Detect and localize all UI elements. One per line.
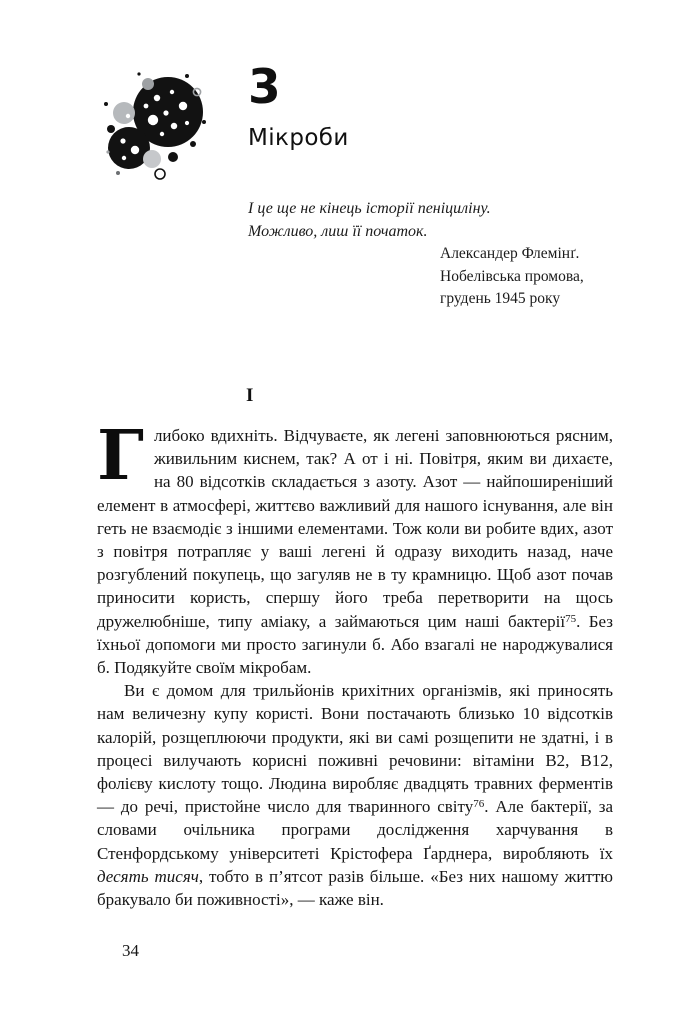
chapter-title: Мікроби xyxy=(248,125,349,151)
epigraph xyxy=(248,197,491,243)
paragraph-2-text-cont: . Але бактерії, за словами очільника програми дослідження харчування в Стенфордському університеті Крістофера Ґарднера, виробляють їх xyxy=(97,797,614,863)
emphasized-phrase: десять тисяч xyxy=(97,866,199,886)
chapter-header xyxy=(248,60,349,151)
body-paragraph-1 xyxy=(97,416,613,679)
paragraph-1-text-cont: . Без їхньої допомоги ми просто загинули б. Або взагалі не народжувалися б. Подякуйте своїм мікробам. xyxy=(97,611,613,678)
microbes-cluster-icon xyxy=(98,68,216,186)
paragraph-2-text-end: , тобто в п’ятсот разів більше. «Без них нашому життю бракувало би поживності», — каже він. xyxy=(97,866,613,910)
epigraph-line-1: І це ще не кінець історії пеніциліну. xyxy=(248,200,491,217)
footnote-ref-76: 76 xyxy=(473,798,485,811)
paragraph-2-text: Ви є домом для трильйонів крихітних організмів, які приносять нам величезну купу користі. Вони постачають близько 10 відсотків калорій, розщеплюючи продукти, які ви самі розщепити не здатні, і в процесі вилучають корисні поживні речовини: вітаміни B2, B12, фолієву кислоту тощо. Людина виробляє двадцять травних ферментів — до речі, пристойне число для тваринного світу xyxy=(97,681,613,817)
attribution-author: Александер Флемінґ. xyxy=(440,245,580,262)
attribution-date: грудень 1945 року xyxy=(440,290,561,307)
chapter-number: 3 xyxy=(248,60,282,115)
epigraph-line-2: Можливо, лиш її початок. xyxy=(248,223,428,240)
paragraph-1-text: либоко вдихніть. Відчуваєте, як легені заповнюються рясним, живильним киснем, так? А от і ні. Повітря, яким ви дихаєте, на 80 відсотків складається з азоту. Азот — найпоширеніший елемент в атмосфері, життєво важливий для нашого існування, але він геть не взаємодіє з іншими елементами. Тож коли ви робите вдих, азот з повітря потрапляє у ваші легені й одразу виходить назад, наче розгублений покупець, що загуляв не в ту крамницю. Щоб азот почав приносити користь, спершу його треба перетворити на щось дружелюбніше, типу аміаку, а займаються цим наші бактерії xyxy=(97,426,613,631)
body-text xyxy=(97,416,614,911)
section-numeral: І xyxy=(246,385,254,406)
drop-cap: Г xyxy=(97,416,144,496)
attribution-source: Нобелівська промова, xyxy=(440,267,584,285)
epigraph-attribution xyxy=(440,243,584,311)
page-number: 34 xyxy=(122,941,139,960)
microbes-illustration-svg xyxy=(98,68,216,186)
body-paragraph-2 xyxy=(97,679,613,911)
footnote-ref-75: 75 xyxy=(565,612,577,625)
